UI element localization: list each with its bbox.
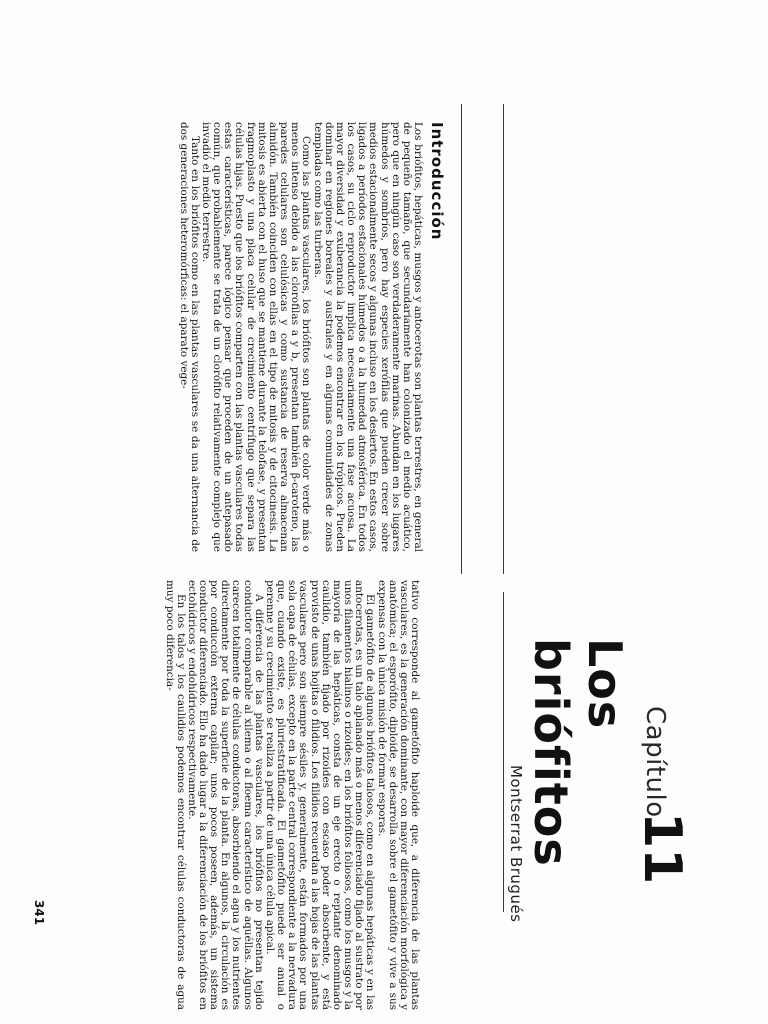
section-heading: Introducción [428,122,446,241]
divider-rule [503,592,504,912]
paragraph: Los briófitos, hepáticas, musgos y antocerotas son plantas terrestres, en general de pequeño tamaño, que secundariamente han colonizado el medio acuático, pero que en ningún caso son verdaderamente marinas. Abundan en los lugares húmedos y sombríos, pero hay especies xerófilas que pueden crecer sobre medios estacionalmente secos y algunas incluso en los desiertos. En estos casos, ligados a períodos estacionales húmedos o a la humedad atmosférica. En todos los casos, su ciclo reproductor implica necesariamente una fase acuosa. La mayor diversidad y exuberancia la podemos encontrar en los trópicos. Pueden dominar en regiones boreales y australes y en algunas comunidades de zonas templadas como las turberas. [311,122,424,552]
right-text-column [8,580,420,1010]
divider-rule [461,104,462,574]
divider-rule [503,104,504,574]
left-text-column [8,122,423,552]
chapter-author: Montserrat Brugués [507,765,525,923]
chapter-label: Capítulo [640,706,670,818]
paragraph: Como las plantas vasculares, los briófitos son plantas de color verde más o menos intenso debido a las clorofilas a y b, presentan también β-caroteno, las paredes celulares son celulósicas y como sustancia de reserva almacenan almidón. También coinciden con ellas en el tipo de mitosis y de citocinesis. La mitosis es abierta con el huso que se mantiene durante la telofase, y presentan fragmoplasto y una placa celular de crecimiento centrífugo que separa las células hijas. Puesto que los briófitos comparten con las plantas vasculares todas estas características, parece lógico pensar que proceden de un antepasado común, que probablemente se trata de un clorófito relativamente complejo que invadió el medio terrestre. [200,122,313,552]
chapter-title-block [490,580,730,960]
paragraph: A diferencia de las plantas vasculares, los briófitos no presentan tejido conductor comparable al xilema o al floema característico de aquéllas. Algunos carecen totalmente de células conductoras, absorbiendo el agua y los nutrientes directamente por toda la superficie de la planta. En algunos, la circulación es por conducción externa capilar; unos pocos poseen, además, un sistema conductor diferenciado. Ello ha dado lugar a la diferenciación de los briófitos en ectohídricos y endohídricos respectivamente. [185,580,265,1010]
page-number: 341 [32,900,46,926]
paragraph: Tanto en los briófitos como en las plantas vasculares se da una alternancia de dos generaciones heteromórficas: el aparato vege- [177,122,201,552]
paragraph: El gametófito de algunos briófitos talosos, como en algunas hepáticas y en las antocerotas, es un talo aplanado más o menos diferenciado fijado al sustrato por unos filamentos hialinos o rizoides; en los briófitos foliosos, como los musgos y la mayoría de las hepáticas, consta de un eje erecto o reptante denominado caulidio, también fijado por rizoides con escaso poder absorbente, y está provisto de unas hojitas o filidios. Los filidios recuerdan a las hojas de las plantas vasculares pero son siempre sésiles y, generalmente, están formados por una sola capa de células, excepto en la parte central correspondiente a la nervadura que, cuando existe, es pluriestratificada. El gametófito puede ser anual o perenne y su crecimiento se realiza a partir de una única célula apical. [263,580,377,1010]
chapter-title: Los briófitos [524,638,632,867]
chapter-number: 11 [632,812,692,885]
paragraph: tativo corresponde al gametófito haploide que, a diferencia de las plantas vasculares, es la generación dominante, con mayor diferenciación morfológica y anatómica; el esporófito, diploide, se desarrolla sobre el gametófito y vive a sus expensas con la única misión de formar esporas. [375,580,421,1010]
paragraph: En los talos y los caulidios podemos encontrar células conductoras de agua muy poco diferencia- [163,580,187,1010]
